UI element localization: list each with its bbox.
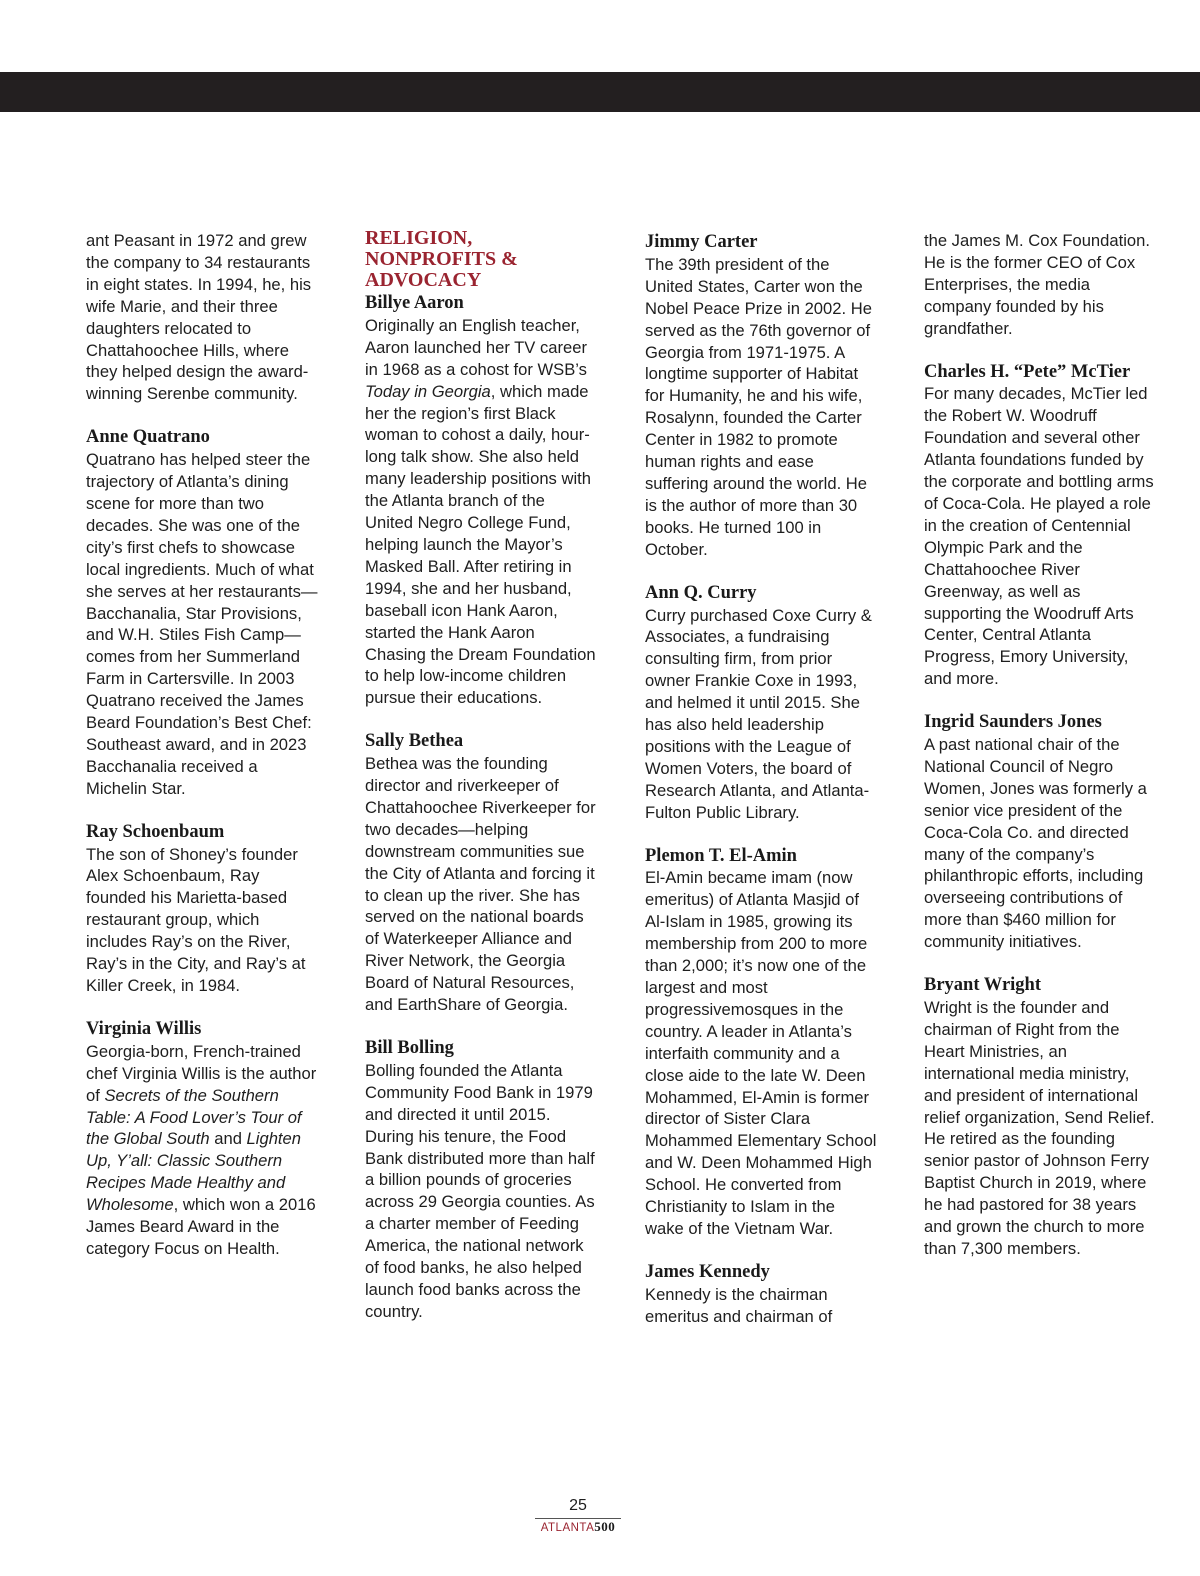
entry-bill-bolling — [365, 1038, 597, 1323]
entry-name: Virginia Willis — [86, 1018, 202, 1039]
book-title: Lighten Up, Y’all: Classic Southern Recipes Made Healthy and Wholesome — [86, 1129, 301, 1215]
show-title: Today in Georgia — [365, 381, 491, 401]
column-3 — [645, 232, 877, 1350]
entry-pete-mctier — [924, 362, 1156, 691]
entry-name: Ingrid Saunders Jones — [924, 712, 1102, 733]
entry-name: James Kennedy — [645, 1261, 770, 1282]
entry-continued — [86, 230, 318, 405]
brand-number: 500 — [594, 1519, 616, 1534]
entry-name: Jimmy Carter — [645, 232, 758, 252]
entry-name: Ann Q. Curry — [645, 582, 757, 603]
entry-billye-aaron — [365, 293, 597, 709]
entry-virginia-willis — [86, 1019, 318, 1260]
entry-bio: Curry purchased Coxe Curry & Associates, a fundraising consulting firm, from prior owner Frankie Coxe in 1993, and helmed it until 2015. She has also held leadership positions with the League of Women Voters, the board of Research Atlanta, and Atlanta-Fulton Public Library. — [645, 605, 872, 822]
brand-name: ATLANTA — [540, 1522, 595, 1534]
entry-bryant-wright — [924, 975, 1156, 1260]
column-1 — [86, 230, 318, 1282]
entry-bio: Kennedy is the chairman emeritus and chairman of — [645, 1284, 833, 1326]
column-2 — [365, 225, 597, 1345]
entry-ingrid-saunders-jones — [924, 712, 1156, 953]
entry-sally-bethea — [365, 731, 597, 1016]
entry-name: Charles H. “Pete” McTier — [924, 361, 1131, 382]
entry-bio: Wright is the founder and chairman of Right from the Heart Ministries, an international media ministry, and president of international relief organization, Send Relief. He retired as the founding senior pastor of Johnson Ferry Baptist Church in 2019, where he had pastored for 38 years and grown the church to more than 7,300 members. — [924, 998, 1155, 1258]
header-bar — [0, 72, 1200, 112]
bio-text: and — [209, 1129, 247, 1149]
entry-plemon-el-amin — [645, 846, 877, 1240]
entry-bio: El-Amin became imam (now emeritus) of Atlanta Masjid of Al-Islam in 1985, growing its membership from 200 to more than 2,000; it’s now one of the largest and most progressivemosques in the country. A leader in Atlanta’s interfaith community and a close aide to the late W. Deen Mohammed, El-Amin is former director of Sister Clara Mohammed Elementary School and W. Deen Mohammed High School. He converted from Christianity to Islam in the wake of the Vietnam War. — [645, 868, 877, 1238]
entry-ray-schoenbaum — [86, 822, 318, 997]
entry-jimmy-carter — [645, 232, 877, 561]
entry-bio: ant Peasant in 1972 and grew the company to 34 restaurants in eight states. In 1994, he, his wife Marie, and their three daughters relocated to Chattahoochee Hills, where they helped design the award-winning Serenbe community. — [86, 231, 312, 404]
entry-james-kennedy — [645, 1262, 877, 1328]
book-title: Secrets of the Southern Table: A Food Lover’s Tour of the Global South — [86, 1085, 302, 1149]
entry-bio — [86, 1041, 318, 1260]
entry-bio: The 39th president of the United States, Carter won the Nobel Peace Prize in 2002. He served as the 76th governor of Georgia from 1971-1975. A longtime supporter of Habitat for Humanity, he and his wife, Rosalynn, founded the Carter Center in 1982 to promote human rights and ease suffering around the world. He is the author of more than 30 books. He turned 100 in October. — [645, 254, 872, 559]
entry-bio: The son of Shoney’s founder Alex Schoenbaum, Ray founded his Marietta-based restaurant group, which includes Ray’s on the River, Ray’s in the City, and Ray’s at Killer Creek, in 1984. — [86, 844, 306, 995]
entry-name: Anne Quatrano — [86, 427, 210, 448]
entry-bio: A past national chair of the National Council of Negro Women, Jones was formerly a senior vice president of the Coca-Cola Co. and directed many of the company’s philanthropic efforts, including overseeing contributions of more than $460 million for community initiatives. — [924, 735, 1147, 952]
page-folio — [520, 1496, 636, 1536]
column-4 — [924, 230, 1156, 1282]
entry-bio: For many decades, McTier led the Robert W. Woodruff Foundation and several other Atlanta foundations funded by the corporate and bottling arms of Coca-Cola. He played a role in the creation of Centennial Olympic Park and the Chattahoochee River Greenway, as well as supporting the Woodruff Arts Center, Central Atlanta Progress, Emory University, and more. — [924, 384, 1154, 689]
entry-name: Bill Bolling — [365, 1038, 454, 1058]
bio-text: , which made her the region’s first Black woman to cohost a daily, hour-long talk show. She also held many leadership positions with the Atlanta branch of the United Negro College Fund, helping launch the Mayor’s Masked Ball. After retiring in 1994, she and her husband, baseball icon Hank Aaron, started the Hank Aaron Chasing the Dream Foundation to help low-income children pursue their educations. — [365, 381, 596, 708]
entry-ann-q-curry — [645, 583, 877, 824]
entry-bio: Bolling founded the Atlanta Community Food Bank in 1979 and directed it until 2015. During his tenure, the Food Bank distributed more than half a billion pounds of groceries across 29 Georgia counties. As a charter member of Feeding America, the national network of food banks, he also helped launch food banks across the country. — [365, 1060, 595, 1321]
page-number: 25 — [535, 1496, 621, 1519]
entry-name: Sally Bethea — [365, 731, 464, 752]
entry-bio: Quatrano has helped steer the trajectory of Atlanta’s dining scene for more than two decades. She was one of the city’s first chefs to showcase local ingredients. Much of what she serves at her restaurants—Bacchanalia, Star Provisions, and W.H. Stiles Fish Camp—comes from her Summerland Farm in Cartersville. In 2003 Quatrano received the James Beard Foundation’s Best Chef: Southeast award, and in 2023 Bacchanalia received a Michelin Star. — [86, 450, 318, 798]
entry-name: Bryant Wright — [924, 975, 1042, 996]
bio-text: , which won a 2016 James Beard Award in the category Focus on Health. — [86, 1195, 316, 1258]
publication-brand — [520, 1519, 636, 1536]
bio-text: Originally an English teacher, Aaron launched her TV career in 1968 as a cohost for WSB’s — [365, 315, 587, 379]
bio-text: Georgia-born, French-trained chef Virginia Willis is the author of — [86, 1041, 317, 1105]
entry-bio: the James M. Cox Foundation. He is the former CEO of Cox Enterprises, the media company founded by his grandfather. — [924, 231, 1150, 338]
entry-anne-quatrano — [86, 427, 318, 799]
entry-bio: Bethea was the founding director and riverkeeper of Chattahoochee Riverkeeper for two decades—helping downstream communities sue the City of Atlanta and forcing it to clean up the river. She has served on the national boards of Waterkeeper Alliance and River Network, the Georgia Board of Natural Resources, and EarthShare of Georgia. — [365, 754, 596, 1015]
entry-bio — [365, 315, 597, 709]
entry-name: Ray Schoenbaum — [86, 821, 225, 842]
entry-continued — [924, 230, 1156, 340]
entry-name: Billye Aaron — [365, 293, 464, 313]
section-heading: RELIGION, NONPROFITS & ADVOCACY — [365, 227, 518, 291]
entry-name: Plemon T. El-Amin — [645, 845, 797, 866]
